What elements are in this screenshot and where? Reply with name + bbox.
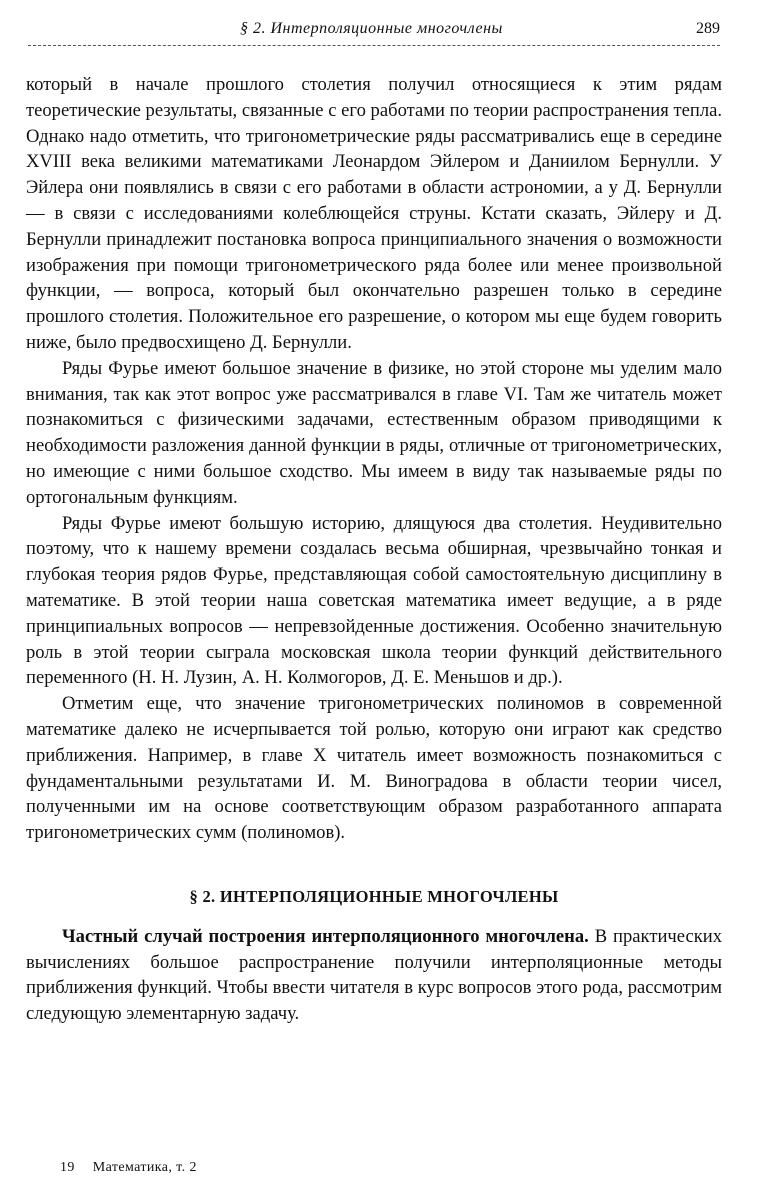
paragraph: Отметим еще, что значение тригонометрических полиномов в современной математике далеко не исчерпывается той ролью, которую они играют как средство приближения. Например, в главе X читатель имеет возможность познакомиться с фундаментальными результатами И. М. Виноградова в области теории чисел, полученными им на основе соответствующим образом разработанного аппарата тригонометрических сумм (полиномов). — [26, 693, 722, 844]
section-heading: § 2. ИНТЕРПОЛЯЦИОННЫЕ МНОГОЧЛЕНЫ — [189, 886, 559, 906]
subsection-title: Частный случай построения интерполяционного многочлена. — [62, 925, 589, 947]
page-footer — [60, 1160, 197, 1176]
running-title: § 2. Интерполяционные многочлены — [240, 20, 503, 37]
page-header — [28, 18, 720, 48]
paragraph: Ряды Фурье имеют большое значение в физике, но этой стороне мы уделим мало внимания, так как этот вопрос уже рассматривался в главе VI. Там же читатель может познакомиться с физическими задачами, естественным образом приводящими к необходимости разложения данной функции в ряды, отличные от тригонометрических, но имеющие с ними большое сходство. Мы имеем в виду так называемые ряды по ортогональным функциям. — [26, 357, 722, 508]
header-rule — [28, 45, 720, 46]
body-text — [26, 72, 722, 1027]
subsection-paragraph — [26, 924, 722, 1027]
subsection-intro: В практических вычислениях большое распространение получили интерполяционные методы приближения функций. Чтобы ввести читателя в курс вопросов этого рода, рассмотрим следующую элементарную задачу. — [26, 925, 722, 1025]
paragraph-continued: который в начале прошлого столетия получил относящиеся к этим рядам теоретические результаты, связанные с его работами по теории распространения тепла. Однако надо отметить, что тригонометрические ряды рассматривались еще в середине XVIII века великими математиками Леонардом Эйлером и Даниилом Бернулли. У Эйлера они появлялись в связи с его работами в области астрономии, а у Д. Бернулли — в связи с исследованиями колеблющейся струны. Кстати сказать, Эйлеру и Д. Бернулли принадлежит постановка вопроса принципиального значения о возможности изображения при помощи тригонометрического ряда более или менее произвольной функции, — вопроса, который был окончательно разрешен только в середине прошлого столетия. Положительное его разрешение, о котором мы еще будем говорить ниже, было предвосхищено Д. Бернулли. — [26, 74, 722, 353]
page-number: 289 — [696, 20, 720, 37]
sheet-number: 19 — [60, 1160, 75, 1175]
book-signature: Математика, т. 2 — [92, 1160, 197, 1175]
paragraph: Ряды Фурье имеют большую историю, длящуюся два столетия. Неудивительно поэтому, что к нашему времени создалась весьма обширная, чрезвычайно тонкая и глубокая теория рядов Фурье, представляющая собой самостоятельную дисциплину в математике. В этой теории наша советская математика имеет ведущие, а в ряде принципиальных вопросов — непревзойденные достижения. Особенно значительную роль в этой теории сыграла московская школа теории функций действительного переменного (Н. Н. Лузин, А. Н. Колмогоров, Д. Е. Меньшов и др.). — [26, 512, 722, 689]
